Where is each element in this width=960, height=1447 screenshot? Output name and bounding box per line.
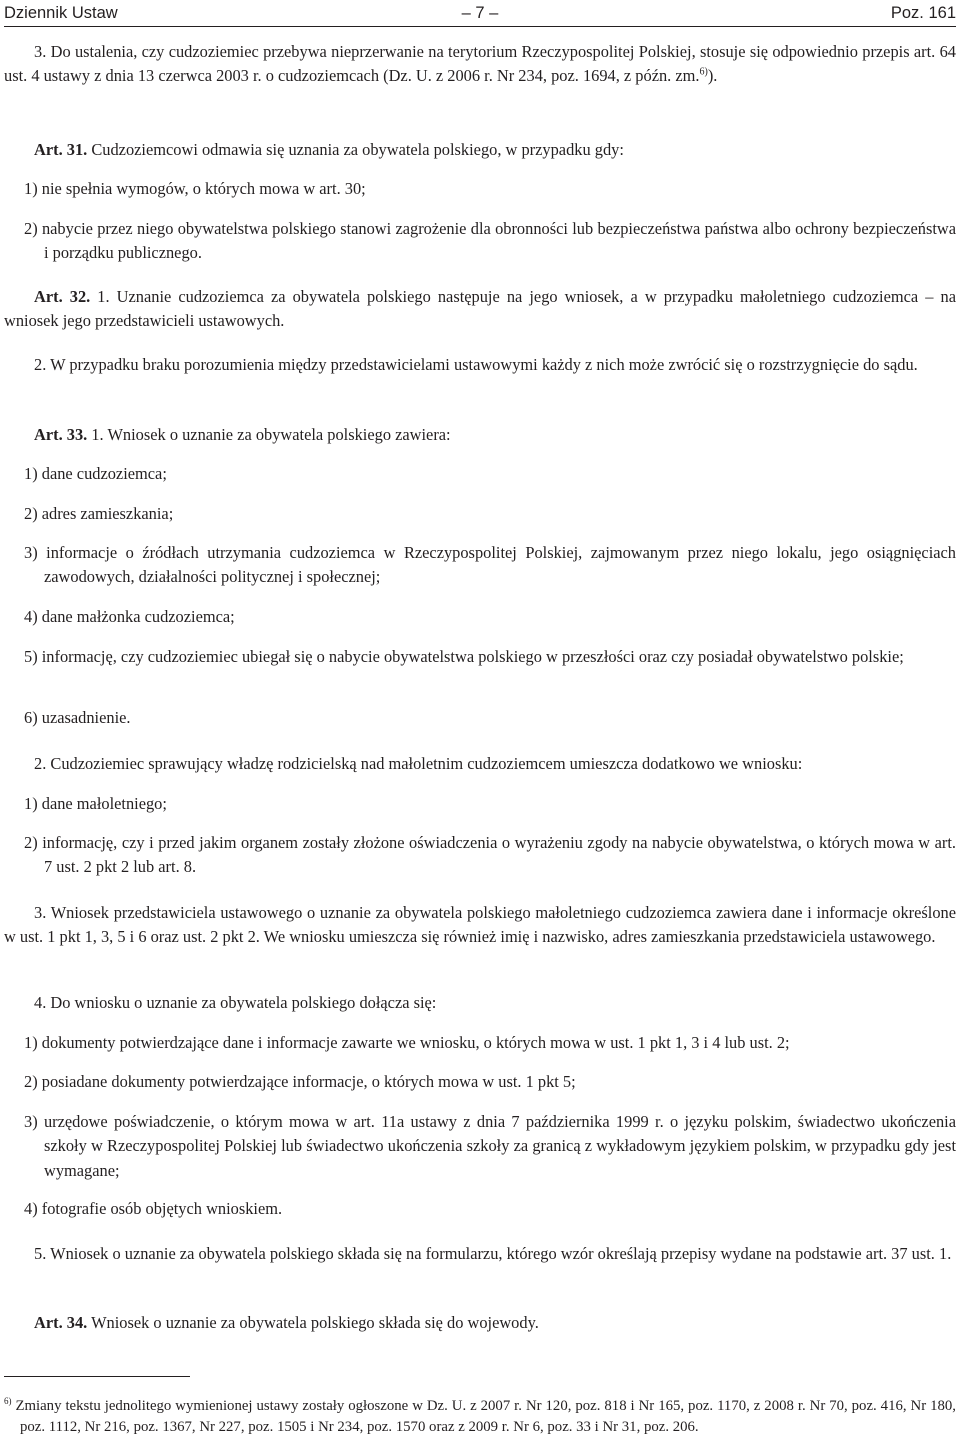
art-33-point-1: 1) dane cudzoziemca; <box>24 464 167 483</box>
art-33-para-4-point-1: 1) dokumenty potwierdzające dane i informacje zawarte we wniosku, o których mowa w ust. 1 pkt 1, 3 i 4 lub ust. 2; <box>24 1033 790 1052</box>
art-32-para-1 <box>4 285 956 334</box>
paragraph-tail: ). <box>707 66 718 86</box>
art-33-point-2: 2) adres zamieszkania; <box>24 504 174 523</box>
art-33-para-2-point-1: 1) dane małoletniego; <box>24 794 167 813</box>
art-32-para-2: 2. W przypadku braku porozumienia między przedstawicielami ustawowymi każdy z nich może zwrócić się o rozstrzygnięcie do sądu. <box>34 355 918 374</box>
article-text: Cudzoziemcowi odmawia się uznania za obywatela polskiego, w przypadku gdy: <box>87 140 624 159</box>
article-label: Art. 32. <box>34 287 91 306</box>
art-33-para-4: 4. Do wniosku o uznanie za obywatela polskiego dołącza się: <box>34 993 437 1012</box>
page-header <box>4 2 956 27</box>
art-33-para-4-point-3: 3) urzędowe poświadczenie, o którym mowa w art. 11a ustawy z dnia 7 października 1999 r. o języku polskim, świadectwo ukończenia szkoły w Rzeczypospolitej Polskiej lub świadectwo ukończenia szkoły za granicą z wykładowym językiem polskim, w przypadku gdy jest wymagane; <box>24 1112 956 1180</box>
art-33-para-1 <box>4 423 956 447</box>
article-text: Wniosek o uznanie za obywatela polskiego składa się do wojewody. <box>87 1313 539 1332</box>
art-31-point-1: 1) nie spełnia wymogów, o których mowa w art. 30; <box>24 179 366 198</box>
footnote <box>4 1396 956 1439</box>
paragraph-text: 3. Do ustalenia, czy cudzoziemiec przebywa nieprzerwanie na terytorium Rzeczypospolitej Polskiej, stosuje się odpowiednio przepis art. 64 ust. 4 ustawy z dnia 13 czerwca 2003 r. o cudzoziemcach (Dz. U. z 2006 r. Nr 234, poz. 1694, z późn. zm. <box>4 42 956 86</box>
article-label: Art. 31. <box>34 140 88 159</box>
article-label: Art. 33. <box>34 425 88 444</box>
page-number: – 7 – <box>461 4 499 22</box>
article-label: Art. 34. <box>34 1313 88 1332</box>
art-31-point-2: 2) nabycie przez niego obywatelstwa polskiego stanowi zagrożenie dla obronności lub bezpieczeństwa państwa albo ochrony bezpieczeństwa i porządku publicznego. <box>24 219 956 263</box>
position-number: Poz. 161 <box>890 4 956 22</box>
journal-title: Dziennik Ustaw <box>4 4 118 22</box>
art-33-para-4-point-2: 2) posiadane dokumenty potwierdzające informacje, o których mowa w ust. 1 pkt 5; <box>24 1072 576 1091</box>
art-33-point-4: 4) dane małżonka cudzoziemca; <box>24 607 235 626</box>
art-34 <box>4 1311 956 1335</box>
article-text: 1. Uznanie cudzoziemca za obywatela polskiego następuje na jego wniosek, a w przypadku małoletniego cudzoziemca – na wniosek jego przedstawicieli ustawowych. <box>4 287 956 331</box>
article-text: 1. Wniosek o uznanie za obywatela polskiego zawiera: <box>87 425 451 444</box>
paragraph-3-residence <box>4 40 956 89</box>
art-33-point-6: 6) uzasadnienie. <box>24 708 131 727</box>
art-33-para-5: 5. Wniosek o uznanie za obywatela polskiego składa się na formularzu, którego wzór określają przepisy wydane na podstawie art. 37 ust. 1. <box>34 1244 952 1263</box>
art-33-para-4-point-4: 4) fotografie osób objętych wnioskiem. <box>24 1199 283 1218</box>
art-33-para-3: 3. Wniosek przedstawiciela ustawowego o uznanie za obywatela polskiego małoletniego cudzoziemca zawiera dane i informacje określone w ust. 1 pkt 1, 3, 5 i 6 oraz ust. 2 pkt 2. We wniosku umieszcza się również imię i nazwisko, adres zamieszkania przedstawiciela ustawowego. <box>4 903 956 947</box>
footnote-separator <box>4 1376 190 1377</box>
art-33-point-3: 3) informacje o źródłach utrzymania cudzoziemca w Rzeczypospolitej Polskiej, zajmowanym przez niego lokalu, jego osiągnięciach zawodowych, działalności politycznej i społecznej; <box>24 543 956 587</box>
footnote-reference[interactable]: 6) <box>699 66 708 78</box>
art-33-point-5: 5) informację, czy cudzoziemiec ubiegał się o nabycie obywatelstwa polskiego w przeszłości oraz czy posiadał obywatelstwo polskie; <box>24 647 904 666</box>
footnote-marker: 6) <box>4 1395 12 1406</box>
footnote-text: Zmiany tekstu jednolitego wymienionej ustawy zostały ogłoszone w Dz. U. z 2007 r. Nr 120, poz. 818 i Nr 165, poz. 1170, z 2008 r. Nr 70, poz. 416, Nr 180, poz. 1112, Nr 216, poz. 1367, Nr 227, poz. 1505 i Nr 234, poz. 1570 oraz z 2009 r. Nr 6, poz. 33 i Nr 31, poz. 206. <box>11 1397 956 1436</box>
art-33-para-2-point-2: 2) informację, czy i przed jakim organem zostały złożone oświadczenia o wyrażeniu zgody na nabycie obywatelstwa, o których mowa w art. 7 ust. 2 pkt 2 lub art. 8. <box>24 833 956 877</box>
art-31 <box>4 138 956 162</box>
art-33-para-2: 2. Cudzoziemiec sprawujący władzę rodzicielską nad małoletnim cudzoziemcem umieszcza dodatkowo we wniosku: <box>34 754 803 773</box>
